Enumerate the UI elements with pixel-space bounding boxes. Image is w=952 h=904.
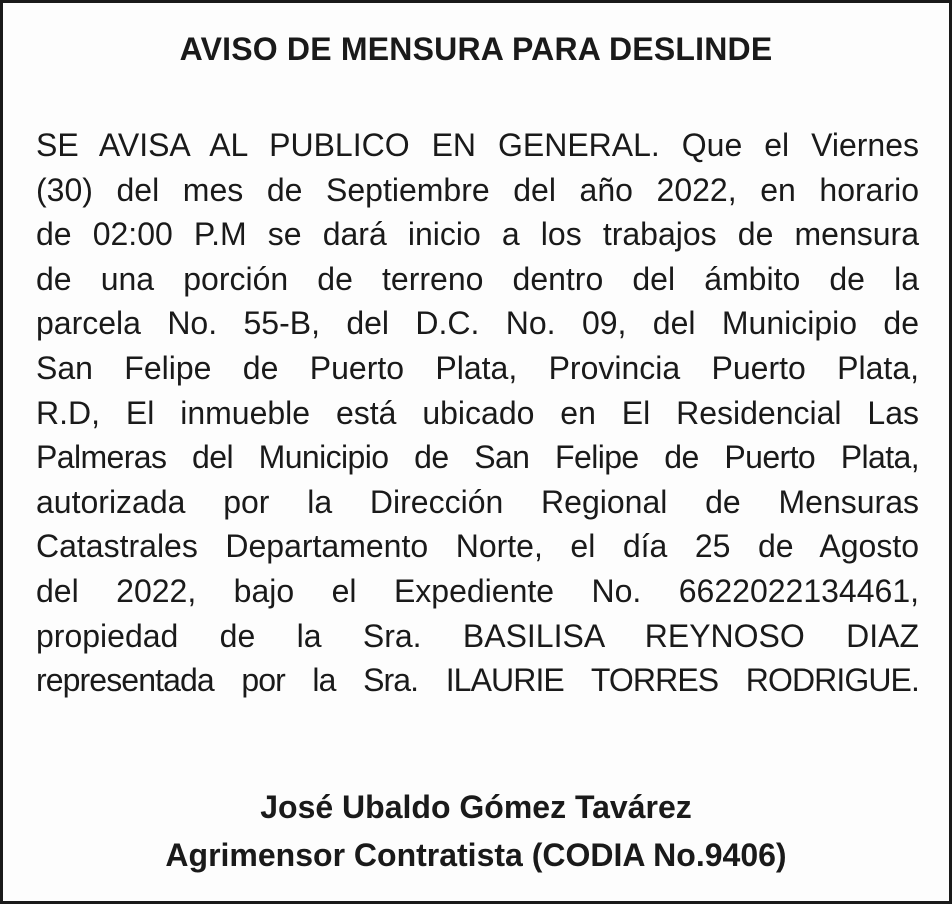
body-line: representada por la Sra. ILAURIE TORRES RODRIGUE. [36, 662, 919, 699]
signer-name: José Ubaldo Gómez Tavárez [260, 789, 692, 825]
body-line: SE AVISA AL PUBLICO EN GENERAL. Que el Viernes [36, 127, 919, 163]
body-line: de una porción de terreno dentro del ámbito de la [36, 260, 919, 297]
body-line: Palmeras del Municipio de San Felipe de Puerto Plata, [36, 439, 919, 476]
body-line: R.D, El inmueble está ubicado en El Residencial Las [36, 394, 919, 431]
body-line: del 2022, bajo el Expediente No. 6622022134461, [36, 572, 919, 609]
notice-title: AVISO DE MENSURA PARA DESLINDE [179, 31, 773, 67]
body-line: parcela No. 55-B, del D.C. No. 09, del Municipio de [36, 305, 919, 342]
body-line: autorizada por la Dirección Regional de Mensuras [36, 483, 919, 520]
signer-role: Agrimensor Contratista (CODIA No.9406) [165, 837, 787, 873]
body-line: de 02:00 P.M se dará inicio a los trabajos de mensura [36, 216, 919, 253]
signature-block [3, 783, 949, 879]
body-line: San Felipe de Puerto Plata, Provincia Puerto Plata, [36, 349, 919, 386]
notice-body [36, 123, 919, 703]
body-line: (30) del mes de Septiembre del año 2022, en horario [36, 171, 919, 208]
body-line: propiedad de la Sra. BASILISA REYNOSO DIAZ [36, 617, 919, 654]
body-line: Catastrales Departamento Norte, el día 25 de Agosto [36, 528, 919, 565]
